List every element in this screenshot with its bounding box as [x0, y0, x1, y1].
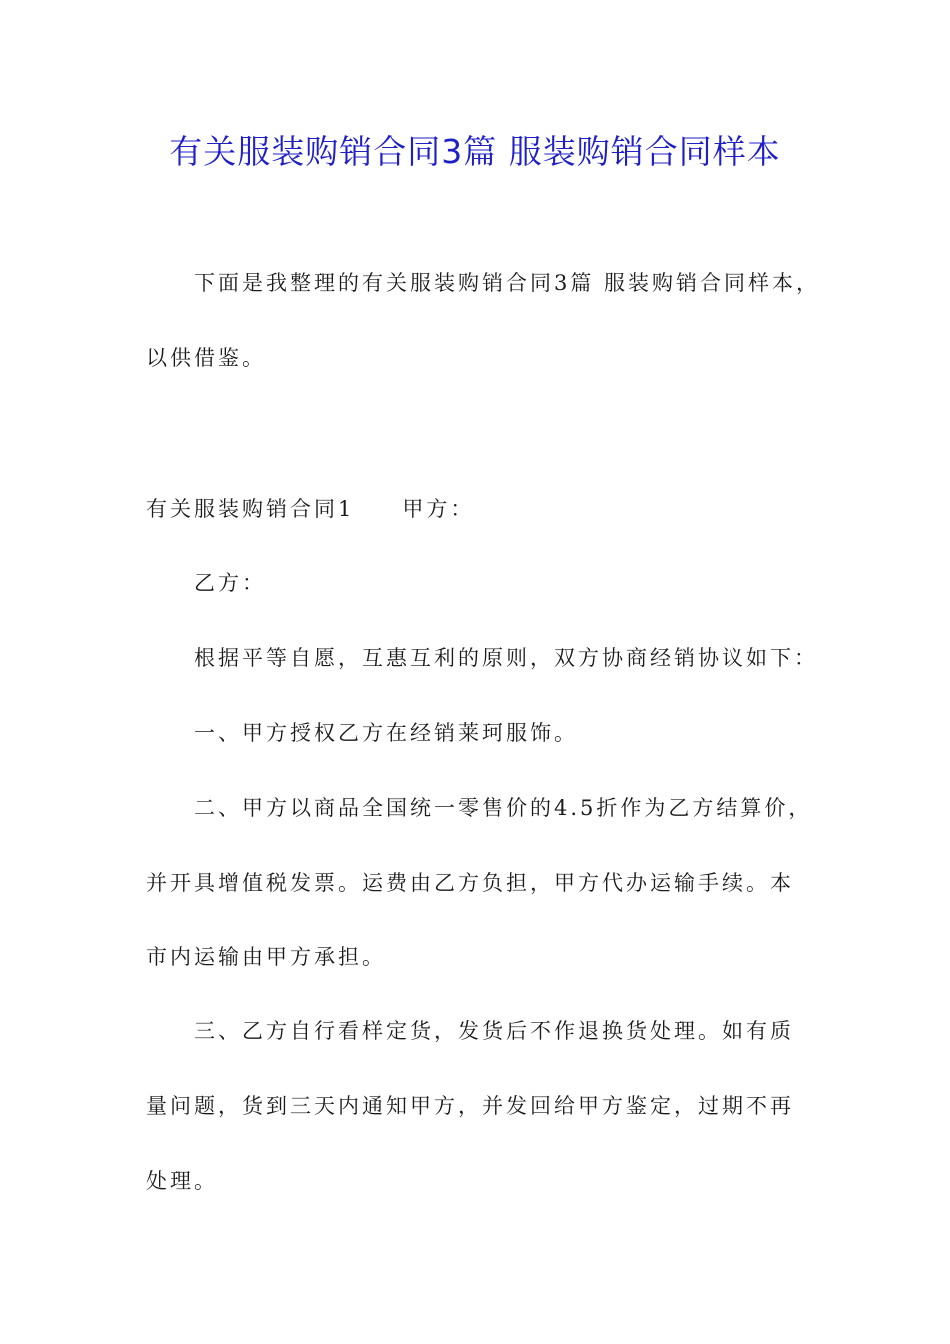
intro-line-2: 以供借鉴。: [146, 346, 266, 370]
clause-3-line-2: 量问题，货到三天内通知甲方，并发回给甲方鉴定，过期不再: [146, 1094, 794, 1118]
intro-line-1: 下面是我整理的有关服装购销合同3篇 服装购销合同样本，: [194, 271, 821, 295]
clause-2-line-2: 并开具增值税发票。运费由乙方负担，甲方代办运输手续。本: [146, 871, 794, 895]
clause-2-line-3: 市内运输由甲方承担。: [146, 945, 386, 969]
clause-3-line-3: 处理。: [146, 1169, 218, 1193]
clause-3-line-1: 三、乙方自行看样定货，发货后不作退换货处理。如有质: [194, 1019, 794, 1043]
clause-1: 一、甲方授权乙方在经销莱珂服饰。: [194, 721, 578, 745]
preamble-text: 根据平等自愿，互惠互利的原则，双方协商经销协议如下：: [194, 646, 818, 670]
document-title: 有关服装购销合同3篇 服装购销合同样本: [169, 132, 781, 171]
section-heading: 有关服装购销合同1: [146, 497, 355, 521]
clause-2-line-1: 二、甲方以商品全国统一零售价的4.5折作为乙方结算价，: [194, 796, 813, 820]
party-b-label: 乙方：: [194, 571, 266, 595]
section-heading-row: [146, 494, 816, 524]
party-a-label: 甲方：: [402, 497, 475, 521]
